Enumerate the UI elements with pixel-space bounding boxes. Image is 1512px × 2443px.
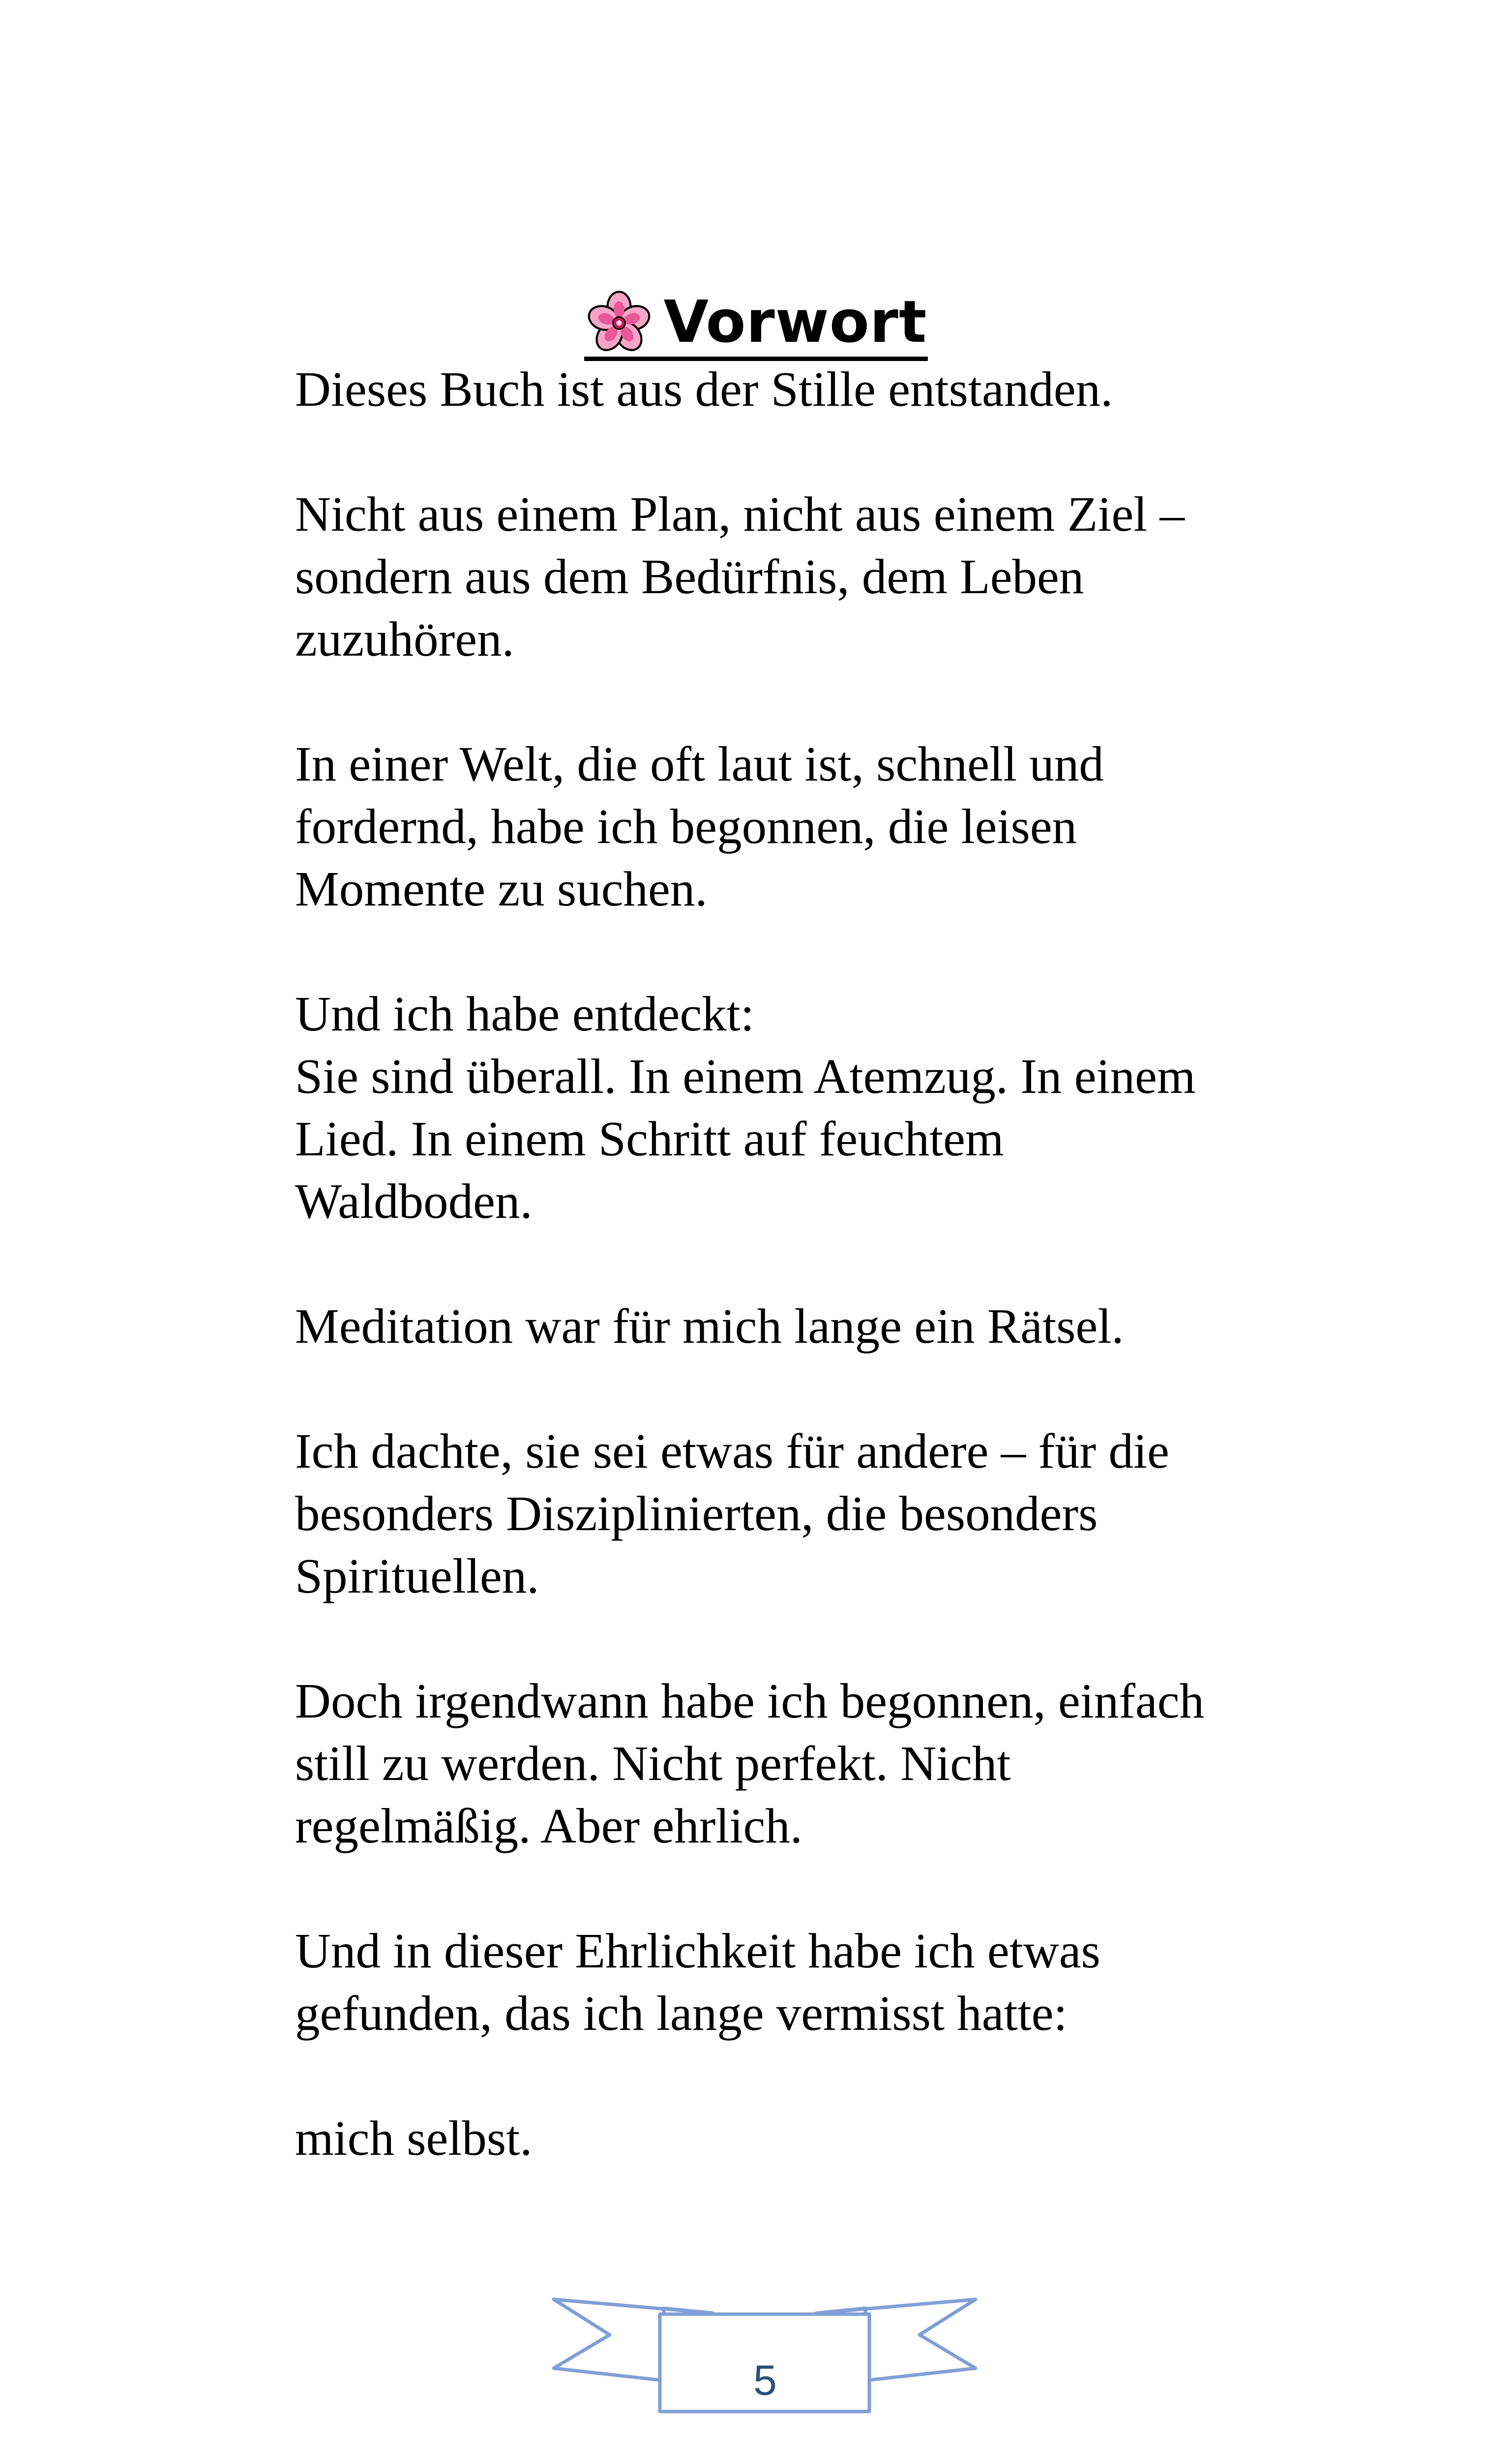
paragraph [295, 1295, 1278, 1357]
foreword-text [295, 358, 1278, 2232]
heading-underlined [584, 288, 928, 361]
paragraph [295, 2107, 1278, 2170]
cherry-blossom-icon [585, 288, 653, 356]
chapter-heading [0, 288, 1512, 366]
text-line: Lied. In einem Schritt auf feuchtem [295, 1111, 1004, 1166]
text-line: regelmäßig. Aber ehrlich. [295, 1798, 803, 1853]
paragraph [295, 1420, 1278, 1607]
paragraph [295, 1670, 1278, 1857]
text-line: Doch irgendwann habe ich begonnen, einfach [295, 1673, 1205, 1728]
text-line: Nicht aus einem Plan, nicht aus einem Ziel – [295, 486, 1185, 542]
paragraph [295, 733, 1278, 920]
text-line: Ich dachte, sie sei etwas für andere – für die [295, 1423, 1169, 1478]
text-line: In einer Welt, die oft laut ist, schnell und [295, 736, 1104, 791]
text-line: still zu werden. Nicht perfekt. Nicht [295, 1736, 1011, 1791]
paragraph [295, 1920, 1278, 2045]
text-line: Dieses Buch ist aus der Stille entstanden. [295, 362, 1113, 417]
paragraph [295, 483, 1278, 670]
paragraph [295, 983, 1278, 1233]
text-line: gefunden, das ich lange vermisst hatte: [295, 1986, 1067, 2041]
text-line: Meditation war für mich lange ein Rätsel. [295, 1298, 1124, 1354]
text-line: Spirituellen. [295, 1548, 539, 1603]
text-line: sondern aus dem Bedürfnis, dem Leben [295, 549, 1084, 604]
text-line: mich selbst. [295, 2111, 533, 2166]
text-line: Und ich habe entdeckt: [295, 986, 754, 1041]
text-line: fordernd, habe ich begonnen, die leisen [295, 799, 1077, 854]
chapter-title: Vorwort [663, 288, 927, 356]
text-line: Momente zu suchen. [295, 861, 708, 916]
paragraph [295, 358, 1278, 421]
text-line: zuzuhören. [295, 611, 514, 666]
text-line: besonders Disziplinierten, die besonders [295, 1486, 1098, 1541]
text-line: Sie sind überall. In einem Atemzug. In einem [295, 1049, 1196, 1104]
text-line: Und in dieser Ehrlichkeit habe ich etwas [295, 1923, 1100, 1978]
text-line: Waldboden. [295, 1174, 533, 1229]
page-number: 5 [753, 2357, 777, 2404]
